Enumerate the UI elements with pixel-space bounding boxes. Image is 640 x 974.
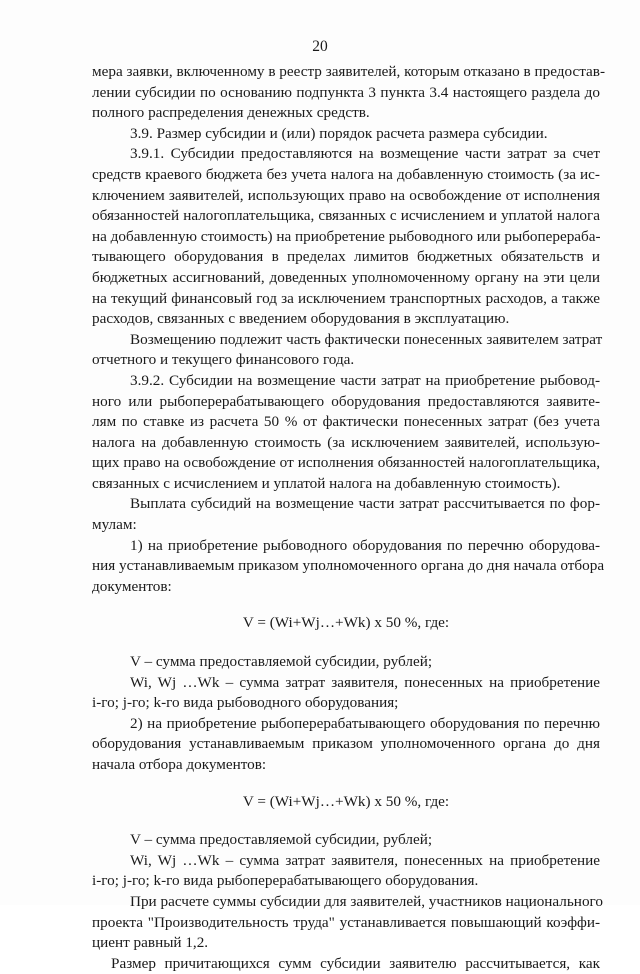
- text-line: Размер причитающихся сумм субсидии заявителю рассчитывается, как: [111, 954, 600, 972]
- text-line: средств краевого бюджета без учета налога на добавленную стоимость (за ис-: [92, 165, 600, 183]
- text-line: оборудования устанавливаемым приказом уполномоченного органа до дня: [92, 735, 600, 753]
- text-line: лям по ставке из расчета 50 % от фактически понесенных затрат (без учета: [92, 413, 600, 431]
- text-line: отчетного и текущего финансового года.: [92, 351, 355, 369]
- text-line: 2) на приобретение рыбоперерабатывающего оборудования по перечню: [130, 714, 600, 732]
- text-line: циент равный 1,2.: [92, 934, 209, 952]
- text-line: Выплата субсидий на возмещение части затрат рассчитывается по фор-: [130, 495, 600, 513]
- text-line: расходов, связанных с введением оборудования в эксплуатацию.: [92, 310, 510, 328]
- document-body: [92, 62, 606, 974]
- text-line: ния устанавливаемым приказом уполномоченного органа до дня начала отбора: [92, 557, 605, 575]
- text-line: ного или рыбоперерабатывающего оборудования предоставляются заявите-: [92, 392, 600, 410]
- text-line: Возмещению подлежит часть фактически понесенных заявителем затрат: [130, 330, 603, 348]
- text-line: 3.9.2. Субсидии на возмещение части затрат на приобретение рыбовод-: [130, 371, 600, 389]
- text-line: лении субсидии по основанию подпункта 3 пункта 3.4 настоящего раздела до: [92, 83, 600, 101]
- text-line: тывающего оборудования в пределах лимитов бюджетных обязательств и: [92, 248, 600, 266]
- text-line: 1) на приобретение рыбоводного оборудования по перечню оборудова-: [130, 536, 600, 554]
- text-line: Wi, Wj …Wk – сумма затрат заявителя, понесенных на приобретение: [130, 673, 600, 691]
- page-number: 20: [312, 38, 328, 55]
- text-line: связанных с исчислением и уплатой налога на добавленную стоимость).: [92, 474, 561, 492]
- text-line: на текущий финансовый год за исключением транспортных расходов, а также: [92, 289, 600, 307]
- text-line: документов:: [92, 577, 172, 595]
- text-line: полного распределения денежных средств.: [92, 104, 370, 122]
- text-line: ключением заявителей, использующих право на освобождение от исполнения: [92, 186, 600, 204]
- text-line: мера заявки, включенному в реестр заявителей, которым отказано в предостав-: [92, 63, 606, 80]
- text-line: V – сумма предоставляемой субсидии, рублей;: [130, 831, 433, 849]
- text-line: налога на добавленную стоимость (за исключением заявителей, использую-: [92, 433, 600, 451]
- text-line: Wi, Wj …Wk – сумма затрат заявителя, понесенных на приобретение: [130, 851, 600, 869]
- text-line: щих право на освобождение от исполнения обязанностей налогоплательщика,: [92, 454, 600, 472]
- text-line: проекта "Производительность труда" устанавливается повышающий коэффи-: [92, 913, 600, 931]
- text-line: i-го; j-го; k-го вида рыбоводного оборудования;: [92, 694, 399, 712]
- text-line: мулам:: [92, 516, 137, 534]
- text-line: на добавленную стоимость) на приобретение рыбоводного или рыбоперераба-: [92, 227, 601, 245]
- formula-line: V = (Wi+Wj…+Wk) х 50 %, где:: [242, 614, 450, 632]
- text-line: 3.9. Размер субсидии и (или) порядок расчета размера субсидии.: [130, 124, 548, 142]
- text-line: V – сумма предоставляемой субсидии, рублей;: [130, 653, 433, 671]
- text-line: бюджетных ассигнований, доведенных уполномоченному органу на эти цели: [92, 268, 600, 286]
- formula-line: V = (Wi+Wj…+Wk) х 50 %, где:: [242, 792, 450, 810]
- text-line: При расчете суммы субсидии для заявителей, участников национального: [130, 892, 603, 910]
- text-line: обязанностей налогоплательщика, связанных с исчислением и уплатой налога: [92, 207, 600, 225]
- text-line: начала отбора документов:: [92, 756, 267, 773]
- text-line: 3.9.1. Субсидии предоставляются на возмещение части затрат за счет: [130, 145, 600, 163]
- text-line: i-го; j-го; k-го вида рыбоперерабатывающего оборудования.: [92, 872, 479, 890]
